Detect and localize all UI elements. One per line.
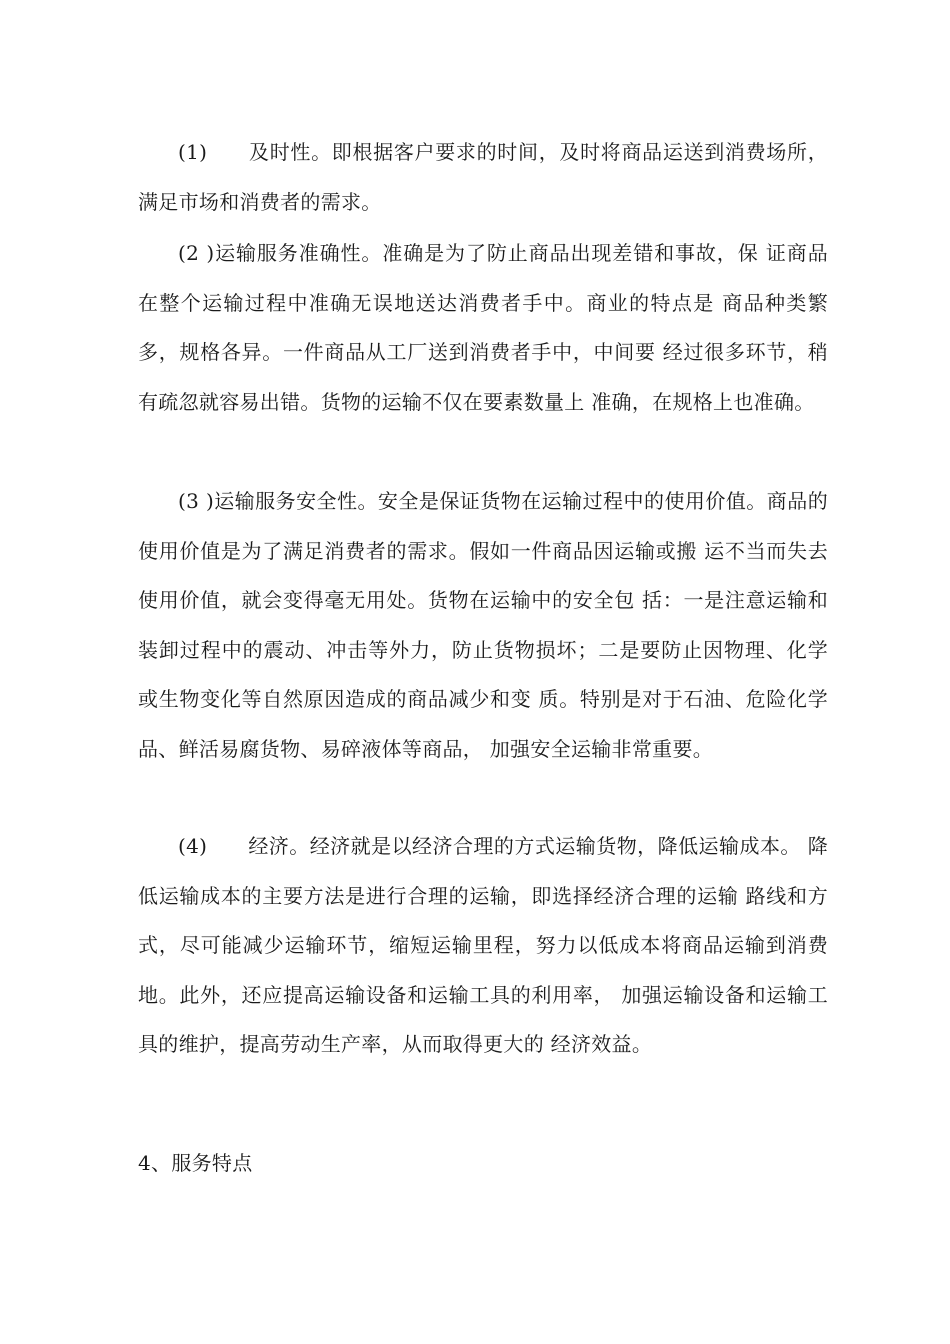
paragraph-timeliness: (1) 及时性。即根据客户要求的时间，及时将商品运送到消费场所，满足市场和消费者的需求。	[138, 140, 828, 214]
paragraph-economy: (4) 经济。经济就是以经济合理的方式运输货物，降低运输成本。 降低运输成本的主要方法是进行合理的运输，即选择经济合理的运输 路线和方式，尽可能减少运输环节，缩短运输里程，努力以低成本将商品运输到消费地。此外，还应提高运输设备和运输工具的利用率， 加强运输设备和运输工具的维护，提高劳动生产率，从而取得更大的 经济效益。	[138, 834, 828, 1056]
paragraph-accuracy: (2 )运输服务准确性。准确是为了防止商品出现差错和事故，保 证商品在整个运输过程中准确无误地送达消费者手中。商业的特点是 商品种类繁多，规格各异。一件商品从工厂送到消费者手中，中间要 经过很多环节，稍有疏忽就容易出错。货物的运输不仅在要素数量上 准确，在规格上也准确。	[138, 241, 828, 414]
paragraph-safety: (3 )运输服务安全性。安全是保证货物在运输过程中的使用价值。商品的使用价值是为了满足消费者的需求。假如一件商品因运输或搬 运不当而失去使用价值，就会变得毫无用处。货物在运输中的安全包 括：一是注意运输和装卸过程中的震动、冲击等外力，防止货物损坏；二是要防止因物理、化学或生物变化等自然原因造成的商品减少和变 质。特别是对于石油、危险化学品、鲜活易腐货物、易碎液体等商品， 加强安全运输非常重要。	[138, 489, 828, 761]
section-heading: 4、服务特点	[138, 1151, 253, 1175]
